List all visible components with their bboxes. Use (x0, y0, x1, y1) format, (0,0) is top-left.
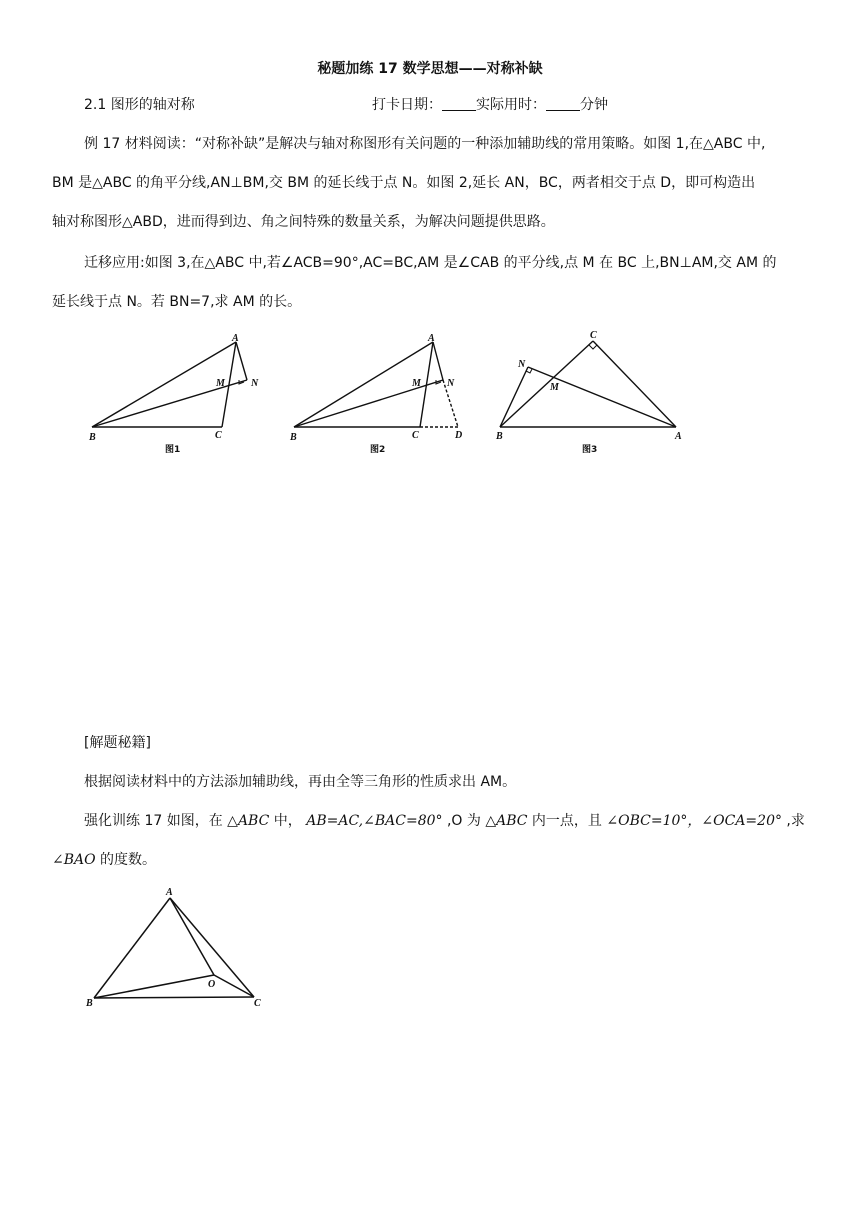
fig4-label-b: B (86, 998, 93, 1009)
exercise-line-2-end: 的度数。 (95, 852, 157, 868)
fig2-line-an (433, 342, 443, 380)
fig3-label-b: B (496, 431, 503, 442)
figure-2 (294, 342, 458, 427)
fig1-caption: 图1 (165, 445, 181, 455)
fig2-caption: 图2 (370, 445, 386, 455)
fig1-label-b: B (89, 432, 96, 443)
exercise-angle-bao: ∠BAO (52, 852, 96, 868)
exercise-line-1 (84, 811, 805, 831)
fig1-line-an (236, 342, 247, 380)
fig1-label-c: C (215, 430, 222, 441)
checkin-unit: 分钟 (580, 97, 608, 113)
fig3-side-ca (593, 341, 676, 427)
fig1-label-n: N (251, 378, 259, 389)
example-line-5: 延长线于点 N。若 BN=7,求 AM 的长。 (52, 294, 302, 310)
exercise-condition-1: AB=AC,∠BAC=80° (306, 813, 443, 829)
fig4-label-a: A (166, 887, 173, 898)
fig4-line-ao (170, 898, 214, 975)
fig3-label-a: A (675, 431, 682, 442)
fig1-side-ba (92, 342, 236, 427)
exercise-mid-3: 内一点，且 (527, 813, 607, 829)
fig4-line-co (214, 975, 254, 997)
exercise-mid-1: 中， (269, 813, 307, 829)
exercise-end-1: ,求 (781, 813, 805, 829)
example-line-2: BM 是△ABC 的角平分线,AN⊥BM,交 BM 的延长线于点 N。如图 2,延长 AN，BC，两者相交于点 D，即可构造出 (52, 175, 756, 191)
exercise-abc-2: ABC (496, 813, 528, 829)
fig4-label-c: C (254, 998, 261, 1009)
exercise-prefix: 强化训练 17 如图，在 △ (84, 813, 238, 829)
fig3-right-angle-c (589, 345, 597, 349)
fig3-label-m: M (550, 382, 559, 393)
fig3-side-bc (500, 341, 593, 427)
exercise-condition-2: ∠OBC=10°，∠OCA=20° (606, 813, 782, 829)
page-title: 秘题加练 17 数学思想——对称补缺 (317, 61, 543, 77)
fig4-line-bo (94, 975, 214, 998)
fig1-label-m: M (216, 378, 225, 389)
tips-heading: [解题秘籍] (84, 735, 151, 751)
fig4-label-o: O (208, 979, 216, 990)
exercise-line-2 (52, 850, 156, 870)
fig2-label-b: B (290, 432, 297, 443)
example-line-3: 轴对称图形△ABD，进而得到边、角之间特殊的数量关系，为解决问题提供思路。 (52, 214, 555, 230)
fig3-caption: 图3 (582, 445, 598, 455)
fig1-label-a: A (232, 333, 239, 344)
fig2-label-a: A (428, 333, 435, 344)
checkin-time-label: 实际用时： (476, 97, 546, 113)
example-line-4: 迁移应用:如图 3,在△ABC 中,若∠ACB=90°,AC=BC,AM 是∠CAB 的平分线,点 M 在 BC 上,BN⊥AM,交 AM 的 (84, 255, 777, 271)
fig4-side-bc (94, 997, 254, 998)
fig2-label-m: M (412, 378, 421, 389)
figure-3 (500, 341, 676, 427)
fig2-label-c: C (412, 430, 419, 441)
exercise-abc-1: ABC (237, 813, 270, 829)
figure-4 (94, 898, 254, 998)
fig3-line-bn (500, 367, 528, 427)
section-label: 2.1 图形的轴对称 (84, 97, 195, 113)
fig3-label-c: C (590, 330, 597, 341)
fig3-label-n: N (518, 359, 526, 370)
example-line-1: 例 17 材料阅读：“对称补缺”是解决与轴对称图形有关问题的一种添加辅助线的常用策略。如图 1,在△ABC 中, (84, 136, 766, 152)
fig4-side-ab (94, 898, 170, 998)
tips-text: 根据阅读材料中的方法添加辅助线，再由全等三角形的性质求出 AM。 (84, 774, 517, 790)
checkin-date-label: 打卡日期： (372, 97, 442, 113)
exercise-mid-2: ,O 为 △ (442, 813, 497, 829)
fig2-label-d: D (455, 430, 463, 441)
fig3-line-an (528, 367, 676, 427)
fig2-label-n: N (447, 378, 455, 389)
